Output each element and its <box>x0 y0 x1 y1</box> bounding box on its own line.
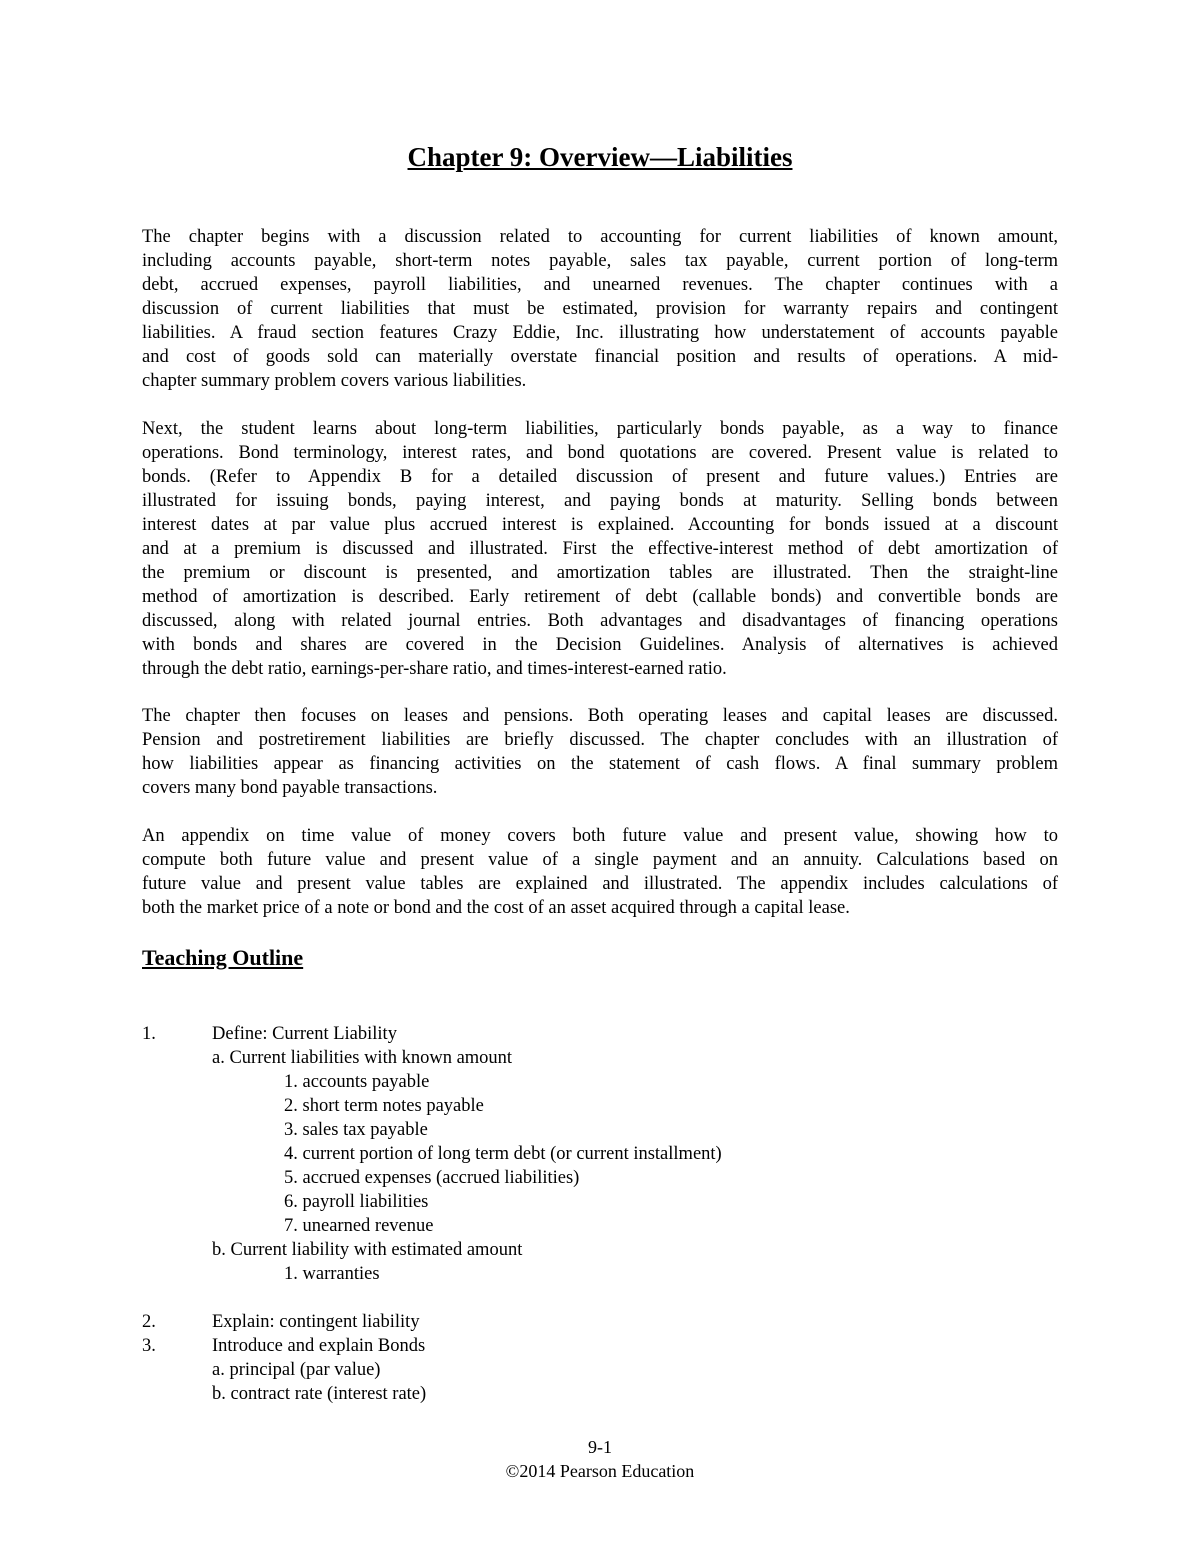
paragraph-line: liabilities. A fraud section features Crazy Eddie, Inc. illustrating how understatement of accounts payable <box>142 323 1058 343</box>
paragraph-line: discussed, along with related journal entries. Both advantages and disadvantages of financing operations <box>142 611 1058 631</box>
outline-item-text: 2. short term notes payable <box>284 1096 484 1116</box>
outline-item-text: Explain: contingent liability <box>212 1312 420 1332</box>
paragraph-line: chapter summary problem covers various liabilities. <box>142 371 527 391</box>
paragraph-line: with bonds and shares are covered in the Decision Guidelines. Analysis of alternatives is achieved <box>142 635 1058 655</box>
outline-item-text: 3. sales tax payable <box>284 1120 428 1140</box>
outline-item-text: Define: Current Liability <box>212 1024 397 1044</box>
teaching-outline-heading: Teaching Outline <box>142 945 304 970</box>
paragraph-line: and cost of goods sold can materially overstate financial position and results of operations. A mid- <box>142 347 1058 367</box>
outline-item-text: 5. accrued expenses (accrued liabilities) <box>284 1168 580 1188</box>
outline-item-text: b. contract rate (interest rate) <box>212 1384 427 1404</box>
paragraph-line: bonds. (Refer to Appendix B for a detailed discussion of present and future values.) Entries are <box>142 467 1058 487</box>
paragraph-line: both the market price of a note or bond and the cost of an asset acquired through a capital lease. <box>142 898 850 918</box>
overview-paragraph-4 <box>142 824 1058 920</box>
paragraph-line: including accounts payable, short-term notes payable, sales tax payable, current portion of long-term <box>142 251 1058 271</box>
paragraph-line: The chapter begins with a discussion related to accounting for current liabilities of known amount, <box>142 227 1058 247</box>
paragraph-line: discussion of current liabilities that must be estimated, provision for warranty repairs and contingent <box>142 299 1058 319</box>
paragraph-line: compute both future value and present value of a single payment and an annuity. Calculations based on <box>142 850 1058 870</box>
outline-item-text: 6. payroll liabilities <box>284 1192 429 1212</box>
outline-item-number: 1. <box>142 1024 156 1044</box>
paragraph-line: and at a premium is discussed and illustrated. First the effective-interest method of debt amortization of <box>142 539 1058 559</box>
copyright: ©2014 Pearson Education <box>505 1461 695 1481</box>
overview-paragraph-2 <box>142 417 1058 681</box>
paragraph-line: covers many bond payable transactions. <box>142 778 438 798</box>
paragraph-line: An appendix on time value of money covers both future value and present value, showing how to <box>142 826 1058 846</box>
outline-item-text: 1. accounts payable <box>284 1072 430 1092</box>
paragraph-line: how liabilities appear as financing activities on the statement of cash flows. A final summary problem <box>142 754 1058 774</box>
paragraph-line: method of amortization is described. Early retirement of debt (callable bonds) and convertible bonds are <box>142 587 1058 607</box>
outline-item-text: a. principal (par value) <box>212 1360 381 1380</box>
paragraph-line: operations. Bond terminology, interest rates, and bond quotations are covered. Present value is related to <box>142 443 1058 463</box>
paragraph-line: Next, the student learns about long-term liabilities, particularly bonds payable, as a way to finance <box>142 419 1058 439</box>
paragraph-line: Pension and postretirement liabilities are briefly discussed. The chapter concludes with an illustration of <box>142 730 1058 750</box>
paragraph-line: through the debt ratio, earnings-per-share ratio, and times-interest-earned ratio. <box>142 659 727 679</box>
outline-item-text: a. Current liabilities with known amount <box>212 1048 513 1068</box>
overview-paragraph-3 <box>142 704 1058 800</box>
paragraph-line: illustrated for issuing bonds, paying interest, and paying bonds at maturity. Selling bonds between <box>142 491 1058 511</box>
paragraph-line: The chapter then focuses on leases and pensions. Both operating leases and capital leases are discussed. <box>142 706 1058 726</box>
page-number: 9-1 <box>588 1437 612 1457</box>
paragraph-line: the premium or discount is presented, and amortization tables are illustrated. Then the straight-line <box>142 563 1058 583</box>
outline-item-text: 7. unearned revenue <box>284 1216 434 1236</box>
paragraph-line: debt, accrued expenses, payroll liabilities, and unearned revenues. The chapter continues with a <box>142 275 1058 295</box>
outline-item-number: 3. <box>142 1336 156 1356</box>
outline-item-text: b. Current liability with estimated amount <box>212 1240 523 1260</box>
overview-paragraph-1 <box>142 225 1058 393</box>
paragraph-line: interest dates at par value plus accrued interest is explained. Accounting for bonds issued at a discount <box>142 515 1058 535</box>
page-title: Chapter 9: Overview—Liabilities <box>407 142 793 172</box>
outline-item-text: 4. current portion of long term debt (or current installment) <box>284 1144 722 1164</box>
outline-item-number: 2. <box>142 1312 156 1332</box>
outline-item-text: Introduce and explain Bonds <box>212 1336 426 1356</box>
paragraph-line: future value and present value tables are explained and illustrated. The appendix includes calculations of <box>142 874 1058 894</box>
outline-item-text: 1. warranties <box>284 1264 380 1284</box>
